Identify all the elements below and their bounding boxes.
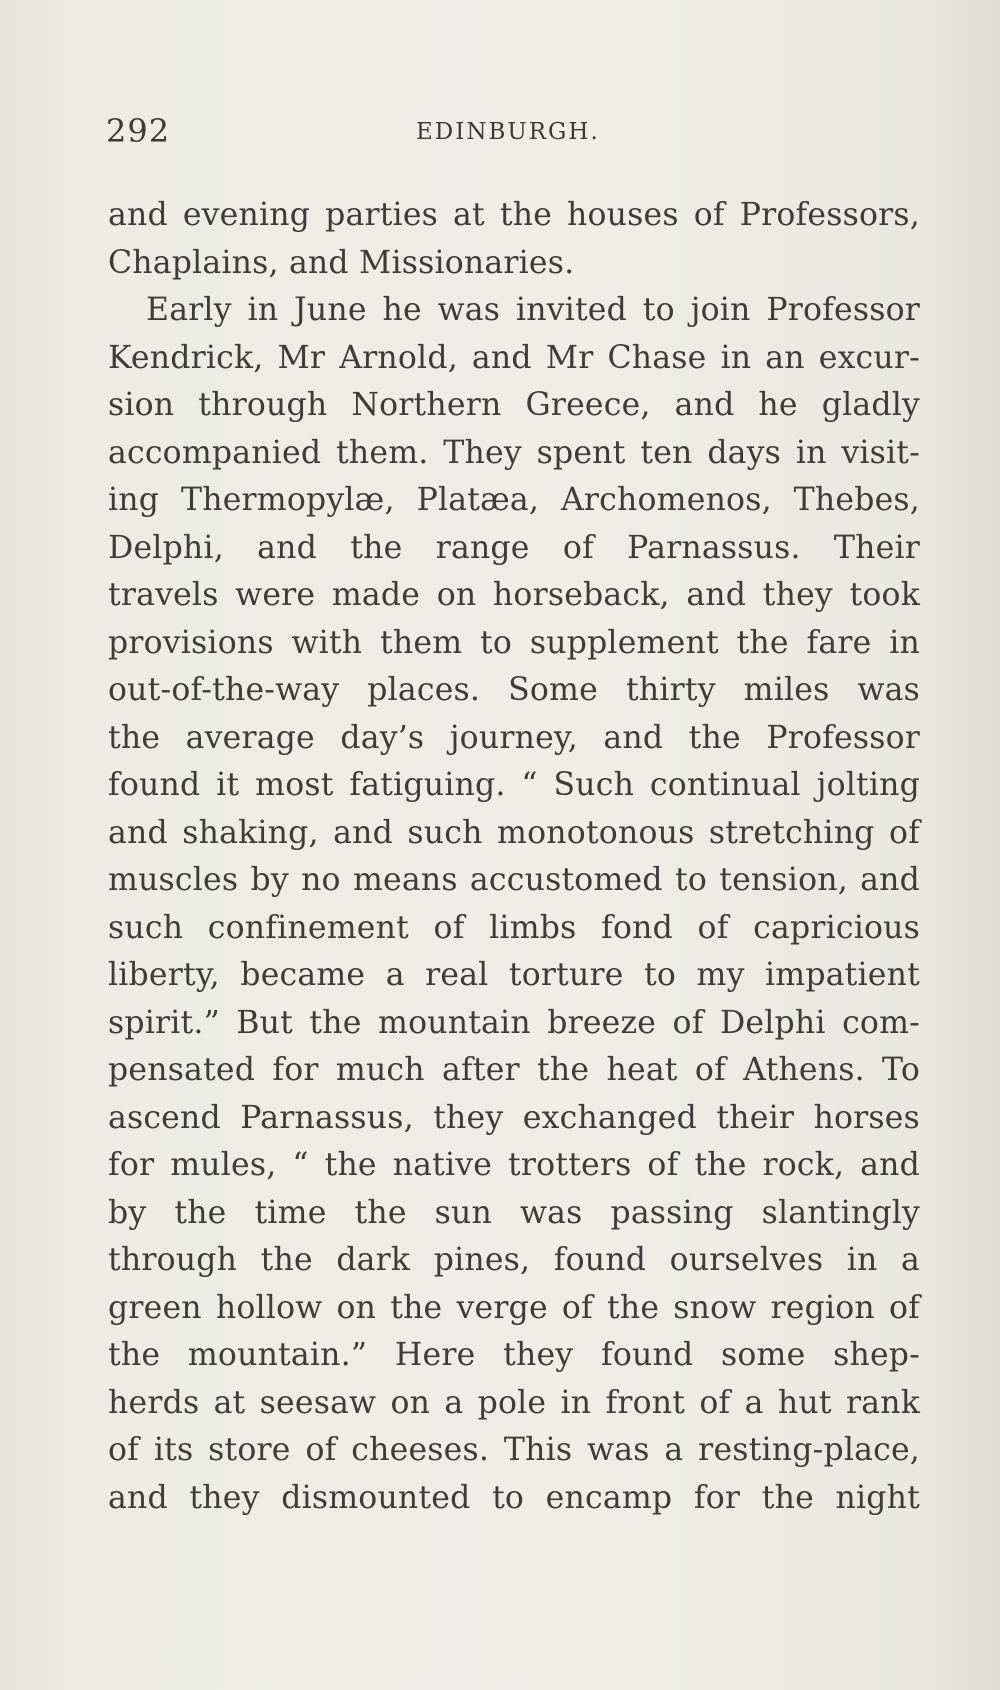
text-line: Delphi, and the range of Parnassus. Their — [108, 529, 920, 566]
text-line: for mules, “ the native trotters of the rock, and — [108, 1147, 920, 1183]
text-line: accompanied them. They spent ten days in visit- — [108, 434, 920, 471]
text-line: liberty, became a real torture to my impatient — [108, 957, 920, 993]
text-line: out-of-the-way places. Some thirty miles was — [108, 672, 920, 708]
text-line: the mountain.” Here they found some shep- — [108, 1337, 920, 1373]
text-line: Kendrick, Mr Arnold, and Mr Chase in an excur- — [108, 339, 920, 376]
text-line: Early in June he was invited to join Professor — [146, 292, 920, 328]
text-line: sion through Northern Greece, and he gladly — [108, 387, 920, 423]
text-line: muscles by no means accustomed to tension, and — [108, 862, 920, 898]
page-number: 292 — [106, 112, 171, 150]
text-line: spirit.” But the mountain breeze of Delphi com- — [108, 1004, 920, 1041]
text-line: travels were made on horseback, and they took — [108, 577, 920, 613]
text-line: such confinement of limbs fond of capricious — [108, 909, 920, 946]
body-text — [108, 192, 920, 1522]
text-line: of its store of cheeses. This was a resting-place, — [108, 1432, 920, 1468]
text-line: the average day’s journey, and the Professor — [108, 719, 920, 756]
text-line: found it most fatiguing. “ Such continual jolting — [108, 767, 920, 803]
text-line: green hollow on the verge of the snow region of — [108, 1289, 920, 1326]
text-line: pensated for much after the heat of Athens. To — [108, 1052, 920, 1088]
text-line: provisions with them to supplement the fare in — [108, 624, 920, 661]
text-line: and they dismounted to encamp for the night — [108, 1479, 920, 1516]
page-header — [106, 112, 926, 162]
text-line: Chaplains, and Missionaries. — [108, 244, 575, 281]
text-line: and evening parties at the houses of Professors, — [108, 197, 920, 233]
text-line: by the time the sun was passing slantingly — [108, 1194, 920, 1231]
text-line: herds at seesaw on a pole in front of a hut rank — [108, 1384, 920, 1421]
running-head: EDINBURGH. — [416, 119, 600, 145]
text-line: through the dark pines, found ourselves in a — [108, 1242, 920, 1278]
text-line: ascend Parnassus, they exchanged their horses — [108, 1099, 920, 1136]
text-line: ing Thermopylæ, Platæa, Archomenos, Thebes, — [108, 482, 920, 518]
text-line: and shaking, and such monotonous stretching of — [108, 814, 920, 851]
